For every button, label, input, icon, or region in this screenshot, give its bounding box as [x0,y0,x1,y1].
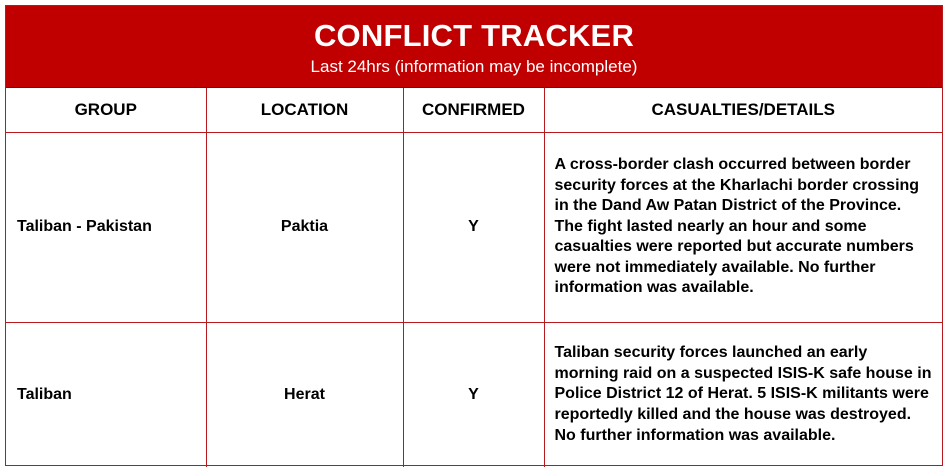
table-row [6,132,942,322]
table-header-row [6,88,942,132]
tracker-title: CONFLICT TRACKER [313,18,635,53]
column-header-location: LOCATION [206,88,403,132]
details-cell: A cross-border clash occurred between border security forces at the Kharlachi border crossing in the Dand Aw Patan District of the Province. The fight lasted nearly an hour and some casualties were reported but accurate numbers were not immediately available. No further information was available. [544,132,942,322]
details-cell: Taliban security forces launched an early morning raid on a suspected ISIS-K safe house in Police District 12 of Herat. 5 ISIS-K militants were reportedly killed and the house was destroyed. No further information was available. [544,322,942,467]
location-cell: Paktia [206,132,403,322]
tracker-banner [6,6,942,88]
column-header-confirmed: CONFIRMED [403,88,544,132]
conflict-tracker [5,5,943,466]
tracker-subtitle: Last 24hrs (information may be incomplete) [310,57,638,76]
group-cell: Taliban - Pakistan [6,132,206,322]
column-header-group: GROUP [6,88,206,132]
confirmed-cell: Y [403,132,544,322]
column-header-details: CASUALTIES/DETAILS [544,88,942,132]
location-cell: Herat [206,322,403,467]
table-row [6,322,942,467]
confirmed-cell: Y [403,322,544,467]
conflict-table [6,88,942,467]
group-cell: Taliban [6,322,206,467]
